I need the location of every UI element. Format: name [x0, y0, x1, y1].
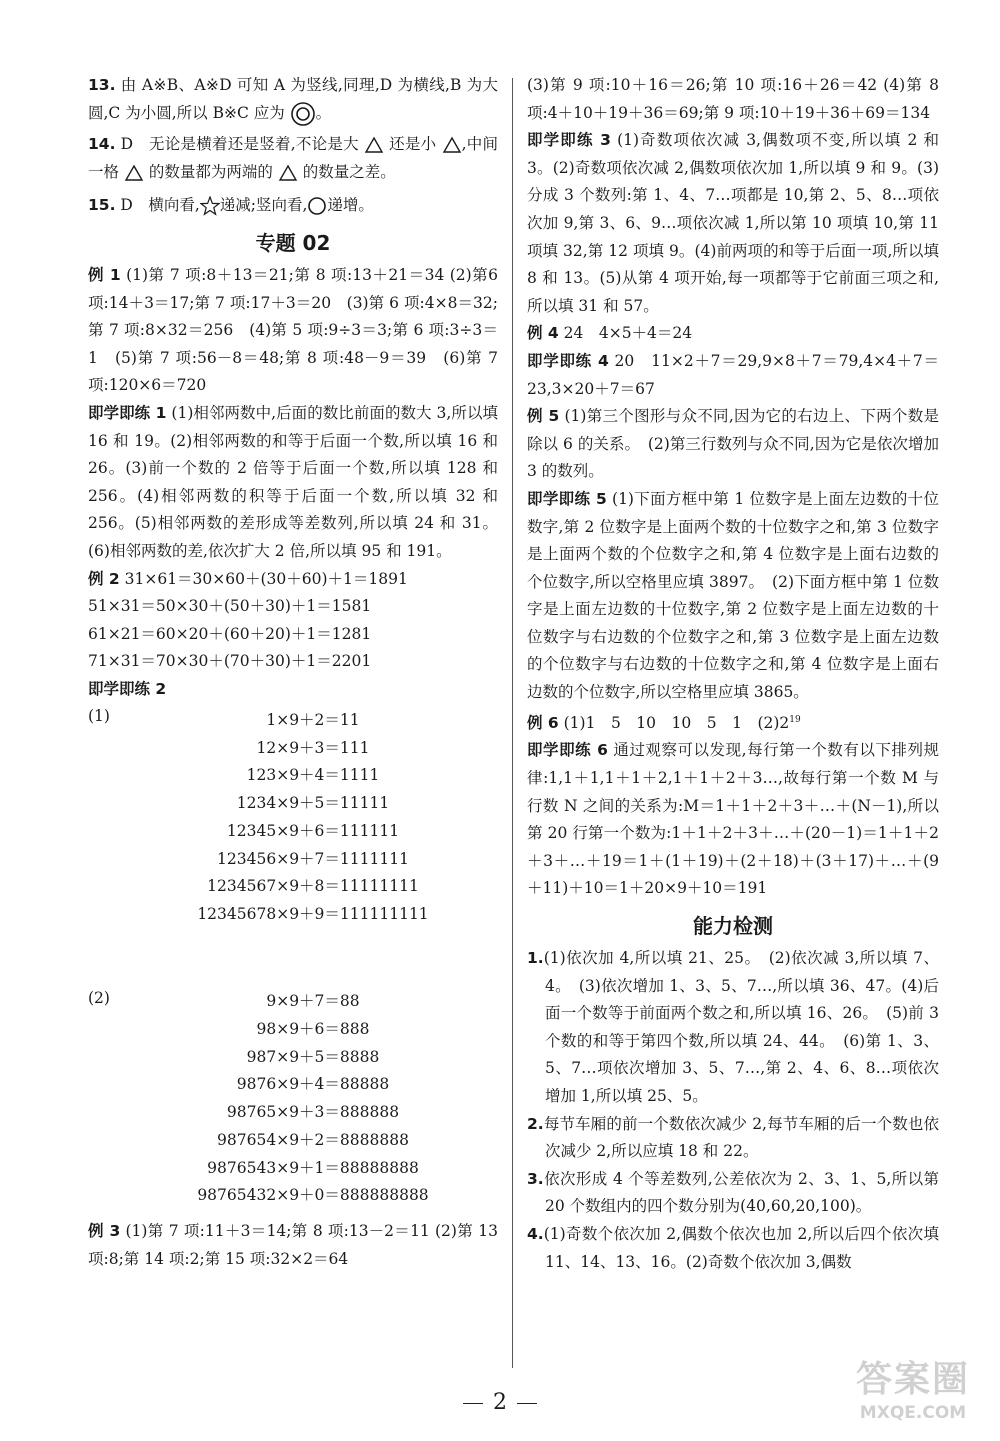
equation-line: 1×9＋2＝11 [266, 711, 360, 730]
triangle-icon [442, 136, 462, 154]
equation-line: 51×31＝50×30＋(50＋30)＋1＝1581 [88, 597, 372, 616]
item-number: 2. [527, 1114, 544, 1133]
practice-5: 即学即练 5 (1)下面方框中第 1 位数字是上面左边数的十位数字,第 2 位数字是上面两个数的十位数字之和,第 3 位数字是上面两个数的个位数字之和,第 4 位数字是上面右边数的个位数字,所以空格里应填 3897。 (2)下面方框中第 1 位数字是上面左边数的十位数字,第 2 位数字是上面左边数的十位数字与右边数的个位数字之和,第 3 位数字是上面左边数的个位数字与右边数的十位数字之和,第 4 位数字是上面右边数的个位数字,所以空格里应填 3865。 [527, 489, 939, 702]
example-3: 例 3 (1)第 7 项:11＋3＝14;第 8 项:13－2＝11 (2)第 13 项:8;第 14 项:2;第 15 项:32×2＝64 [88, 1221, 498, 1268]
equation-line: 98765×9＋3＝888888 [226, 1103, 400, 1122]
equation-line: 1234567×9＋8＝11111111 [207, 877, 419, 896]
right-column [527, 72, 939, 1276]
triangle-icon [124, 164, 144, 182]
equation-line: 98765432×9＋0＝888888888 [197, 1186, 429, 1205]
star-icon [200, 196, 220, 216]
equation-line: 9876×9＋4＝88888 [236, 1075, 390, 1094]
practice-6: 即学即练 6 通过观察可以发现,每行第一个数有以下排列规律:1,1＋1,1＋1＋2,1＋1＋2＋3…,故每行第一个数 M 与行数 N 之间的关系为:M＝1＋1＋2＋3＋…＋(N－1),所以第 20 行第一个数为:1＋1＋2＋3＋…＋(20－1)＝1＋1＋2＋3＋…＋19＝1＋(1＋19)＋(2＋18)＋(3＋17)＋…＋(9＋11)＋10＝1＋20×9＋10＝191 [527, 741, 939, 898]
answer-number: 14. [88, 135, 116, 154]
example-label: 例 3 [88, 1221, 121, 1240]
practice-label: 即学即练 1 [88, 403, 167, 422]
answer-number: 15. [88, 196, 116, 215]
example-label: 例 2 [88, 569, 120, 588]
example-label: 例 5 [527, 407, 560, 426]
equation-line: 71×31＝70×30＋(70＋30)＋1＝2201 [88, 652, 372, 671]
practice-label: 即学即练 4 [527, 351, 609, 370]
practice-label: 即学即练 5 [527, 489, 607, 508]
triangle-icon [278, 164, 298, 182]
example-5: 例 5 (1)第三个图形与众不同,因为它的右边上、下两个数是除以 6 的关系。 (2)第三行数列与众不同,因为它是依次增加 3 的数列。 [527, 407, 939, 481]
practice-label: 即学即练 6 [527, 741, 608, 760]
practice-3: 即学即练 3 (1)奇数项依次减 3,偶数项不变,所以填 2 和 3。(2)奇数项依次减 2,偶数项依次加 1,所以填 9 和 9。(3)分成 3 个数列:第 1、4、7…项都是 10,第 2、5、8…项依次加 9,第 3、6、9…项依次减 1,所以第 10 项填 10,第 11 项填 32,第 12 项填 9。(4)前两项的和等于后面一项,所以填 8 和 13。(5)从第 4 项开始,每一项都等于它前面三项之和,所以填 31 和 57。 [527, 131, 939, 315]
example-label: 例 1 [88, 265, 121, 284]
item-number: 4. [527, 1224, 544, 1243]
test-item-1: 1.(1)依次加 4,所以填 21、25。 (2)依次减 3,所以填 7、4。 (3)依次增加 1、3、5、7…,所以填 36、47。(4)后面一个数等于前面两个数之和,所以填 16、26。 (5)前 3 个数的和等于第四个数,所以填 24、44。 (6)第 1、3、5、7…项依次增加 3、5、7…,第 2、4、6、8…项依次增加 1,所以填 25、5。 [527, 948, 939, 1105]
example-label: 例 6 [527, 713, 559, 732]
equation-line: 12345678×9＋9＝111111111 [197, 904, 429, 923]
circle-icon [307, 196, 327, 216]
equation-line: 987654×9＋2＝8888888 [217, 1130, 409, 1149]
item-number: 3. [527, 1169, 544, 1188]
equation-line: 98×9＋6＝888 [256, 1019, 370, 1038]
test-item-4: 4.(1)奇数个依次加 2,偶数个依次也加 2,所以后四个依次填 11、14、13、16。(2)奇数个依次加 3,偶数 [527, 1224, 939, 1271]
equation-line: 9×9＋7＝88 [266, 992, 360, 1011]
example-6: 例 6 (1)1 5 10 10 5 1 $(2)2^{19}$ [527, 713, 801, 732]
practice-label: 即学即练 2 [88, 679, 167, 698]
item-number: 1. [527, 948, 544, 967]
double-circle-icon [290, 101, 316, 127]
example-1: 例 1 (1)第 7 项:8＋13＝21;第 8 项:13＋21＝34 (2)第6 项:14＋3＝17;第 7 项:17＋3＝20 (3)第 6 项:4×8＝32;第 7 项:8×32＝256 (4)第 5 项:9÷3＝3;第 6 项:3÷3＝1 (5)第 7 项:56－8＝48;第 8 项:48－9＝39 (6)第 7 项:120×6＝720 [88, 265, 498, 395]
page-number: 2 [0, 1390, 1000, 1415]
column-divider [512, 78, 513, 1368]
example-4: 例 4 24 4×5＋4＝24 [527, 324, 693, 343]
practice-label: 即学即练 3 [527, 131, 611, 150]
answer-13: 13. 由 A※B、A※D 可知 A 为竖线,同理,D 为横线,B 为大圆,C 为小圆,所以 B※C 应为 。 [88, 72, 498, 127]
answer-14: 14. D 无论是横着还是竖着,不论是大 还是小 ,中间一格 的数量都为两端的 的数量之差。 [88, 135, 498, 181]
practice-1: 即学即练 1 (1)相邻两数中,后面的数比前面的数大 3,所以填 16 和 19。(2)相邻两数的和等于后面一个数,所以填 16 和 26。(3)前一个数的 2 倍等于后面一个数,所以填 128 和 256。(4)相邻两数的积等于后面一个数,所以填 32 和 256。(5)相邻两数的差形成等差数列,所以填 24 和 31。(6)相邻两数的差,依次扩大 2 倍,所以填 95 和 191。 [88, 403, 498, 560]
equation-line: 61×21＝60×20＋(60＋20)＋1＝1281 [88, 624, 372, 643]
part-label: (1) [88, 707, 110, 726]
answer-number: 13. [88, 76, 116, 94]
equation-line: 987×9＋5＝8888 [246, 1047, 380, 1066]
section-title: 能力检测 [693, 913, 773, 938]
triangle-icon [364, 136, 384, 154]
equation-line: 9876543×9＋1＝88888888 [207, 1158, 419, 1177]
test-item-2: 2.每节车厢的前一个数依次减少 2,每节车厢的后一个数也依次减少 2,所以应填 18 和 22。 [527, 1114, 939, 1161]
watermark-url: MXQE.COM [859, 1403, 967, 1423]
answer-15: 15. D 横向看, 递减;竖向看, 递增。 [88, 196, 374, 215]
equation-line: 12345×9＋6＝111111 [226, 821, 400, 840]
test-item-3: 3.依次形成 4 个等差数列,公差依次为 2、3、1、5,所以第 20 个数组内的四个数分别为(40,60,20,100)。 [527, 1169, 939, 1216]
watermark-logo [838, 1358, 988, 1438]
dash-right [517, 1403, 537, 1404]
example-label: 例 4 [527, 324, 559, 343]
left-column [88, 72, 498, 1273]
practice-4: 即学即练 4 20 11×2＋7＝29,9×8＋7＝79,4×4＋7＝23,3×20＋7＝67 [527, 351, 939, 398]
practice-2 [88, 676, 498, 704]
part-label: (2) [88, 988, 110, 1007]
exponent: 19 [789, 714, 801, 725]
equation-line: 123×9＋4＝1111 [246, 766, 380, 785]
equation-line: 1234×9＋5＝11111 [236, 794, 390, 813]
section-title: 专题 02 [255, 230, 331, 255]
dash-left [463, 1403, 483, 1404]
watermark-text: 答案圈 [855, 1359, 970, 1400]
equation-line: 12×9＋3＝111 [256, 738, 370, 757]
example-3-continued: (3)第 9 项:10＋16＝26;第 10 项:16＋26＝42 (4)第 8 项:4＋10＋19＋36＝69;第 9 项:10＋19＋36＋69＝134 [527, 76, 939, 122]
answer-text: 由 A※B、A※D 可知 A 为竖线,同理,D 为横线,B 为大圆,C 为小圆,所以 B※C 应为 [88, 76, 498, 122]
example-2: 例 2 31×61＝30×60＋(30＋60)＋1＝1891 [88, 569, 408, 588]
equation-line: 123456×9＋7＝1111111 [217, 849, 409, 868]
